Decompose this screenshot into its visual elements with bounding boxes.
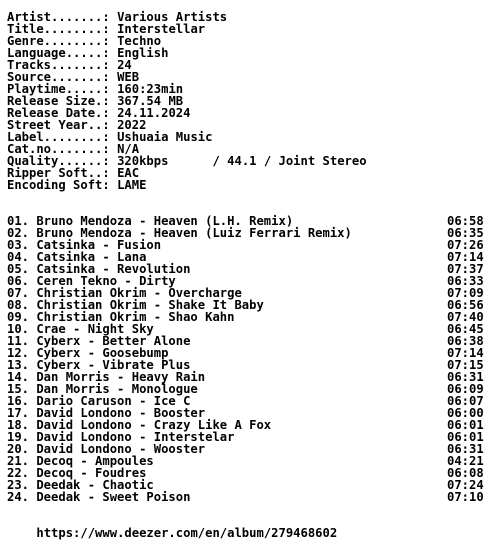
info-separator: : <box>102 178 118 192</box>
info-key: Genre........ <box>7 34 103 48</box>
track-duration: 06:35 <box>447 226 484 240</box>
info-separator: : <box>102 154 118 168</box>
track-title: 15. Dan Morris - Monologue <box>7 382 198 396</box>
info-value: 2022 <box>117 118 147 132</box>
track-duration: 06:31 <box>447 442 484 456</box>
info-value: 24.11.2024 <box>117 106 191 120</box>
info-key: Quality...... <box>7 154 103 168</box>
release-info-document <box>7 10 489 540</box>
info-key: Encoding Soft <box>7 178 103 192</box>
info-key: Street Year.. <box>7 118 103 132</box>
info-value: 367.54 MB <box>117 94 184 108</box>
info-value: 320kbps / 44.1 / Joint Stereo <box>117 154 367 168</box>
track-title: 14. Dan Morris - Heavy Rain <box>7 370 206 384</box>
info-value: Various Artists <box>117 10 228 24</box>
info-value: N/A <box>117 142 140 156</box>
info-key: Ripper Soft.. <box>7 166 103 180</box>
info-key: Release Date. <box>7 106 103 120</box>
info-value: Techno <box>117 34 162 48</box>
info-separator: : <box>102 142 118 156</box>
info-key: Title........ <box>7 22 103 36</box>
track-title: 09. Christian Okrim - Shao Kahn <box>7 310 235 324</box>
info-value: English <box>117 46 169 60</box>
track-title: 22. Decoq - Foudres <box>7 466 147 480</box>
track-title: 11. Cyberx - Better Alone <box>7 334 191 348</box>
info-separator: : <box>102 46 118 60</box>
track-duration: 07:10 <box>447 490 484 504</box>
track-title: 18. David Londono - Crazy Like A Fox <box>7 418 272 432</box>
info-separator: : <box>102 10 118 24</box>
track-duration: 07:37 <box>447 262 484 276</box>
track-duration: 06:56 <box>447 298 484 312</box>
track-title: 05. Catsinka - Revolution <box>7 262 191 276</box>
track-duration: 06:08 <box>447 466 484 480</box>
track-title: 04. Catsinka - Lana <box>7 250 147 264</box>
track-duration: 07:26 <box>447 238 484 252</box>
info-key: Release Size. <box>7 94 103 108</box>
info-row <box>7 179 489 191</box>
info-separator: : <box>102 94 118 108</box>
info-value: Interstellar <box>117 22 206 36</box>
track-title: 13. Cyberx - Vibrate Plus <box>7 358 191 372</box>
track-title: 17. David Londono - Booster <box>7 406 206 420</box>
info-key: Source....... <box>7 70 103 84</box>
info-key: Cat.no....... <box>7 142 103 156</box>
info-value: WEB <box>117 70 140 84</box>
track-title: 20. David Londono - Wooster <box>7 442 206 456</box>
info-separator: : <box>102 166 118 180</box>
track-title: 19. David Londono - Interstelar <box>7 430 235 444</box>
track-title: 10. Crae - Night Sky <box>7 322 154 336</box>
track-duration: 06:09 <box>447 382 484 396</box>
info-value: Ushuaia Music <box>117 130 213 144</box>
info-separator: : <box>102 22 118 36</box>
info-key: Artist....... <box>7 10 103 24</box>
track-title: 16. Dario Caruson - Ice C <box>7 394 191 408</box>
track-duration: 06:00 <box>447 406 484 420</box>
track-duration: 07:09 <box>447 286 484 300</box>
track-title: 01. Bruno Mendoza - Heaven (L.H. Remix) <box>7 214 294 228</box>
track-title: 21. Decoq - Ampoules <box>7 454 154 468</box>
track-title: 06. Ceren Tekno - Dirty <box>7 274 176 288</box>
info-key: Language..... <box>7 46 103 60</box>
track-duration: 07:24 <box>447 478 484 492</box>
track-duration: 04:21 <box>447 454 484 468</box>
track-title: 08. Christian Okrim - Shake It Baby <box>7 298 264 312</box>
info-separator: : <box>102 106 118 120</box>
info-key: Label........ <box>7 130 103 144</box>
track-duration: 06:01 <box>447 418 484 432</box>
info-value: LAME <box>117 178 147 192</box>
info-separator: : <box>102 58 118 72</box>
source-url-line <box>7 515 489 540</box>
track-duration: 07:14 <box>447 346 484 360</box>
source-url-link[interactable]: https://www.deezer.com/en/album/279468602 <box>36 526 338 540</box>
info-separator: : <box>102 82 118 96</box>
track-title: 23. Deedak - Chaotic <box>7 478 154 492</box>
track-duration: 06:07 <box>447 394 484 408</box>
info-value: 24 <box>117 58 132 72</box>
track-title: 12. Cyberx - Goosebump <box>7 346 169 360</box>
track-duration: 06:31 <box>447 370 484 384</box>
track-duration: 06:38 <box>447 334 484 348</box>
track-title: 07. Christian Okrim - Overcharge <box>7 286 242 300</box>
info-value: 160:23min <box>117 82 184 96</box>
spacer <box>7 191 489 203</box>
track-duration: 06:33 <box>447 274 484 288</box>
track-duration: 06:01 <box>447 430 484 444</box>
track-title: 02. Bruno Mendoza - Heaven (Luiz Ferrari Remix) <box>7 226 352 240</box>
info-key: Playtime..... <box>7 82 103 96</box>
info-separator: : <box>102 118 118 132</box>
info-separator: : <box>102 130 118 144</box>
track-duration: 06:45 <box>447 322 484 336</box>
track-title: 24. Deedak - Sweet Poison <box>7 490 191 504</box>
track-duration: 07:14 <box>447 250 484 264</box>
track-title: 03. Catsinka - Fusion <box>7 238 162 252</box>
tracklist <box>7 215 489 503</box>
info-separator: : <box>102 34 118 48</box>
info-separator: : <box>102 70 118 84</box>
spacer <box>7 503 489 515</box>
release-info-block <box>7 11 489 191</box>
track-row <box>7 491 489 503</box>
info-key: Tracks....... <box>7 58 103 72</box>
info-value: EAC <box>117 166 140 180</box>
track-duration: 07:15 <box>447 358 484 372</box>
track-duration: 06:58 <box>447 214 484 228</box>
track-duration: 07:40 <box>447 310 484 324</box>
